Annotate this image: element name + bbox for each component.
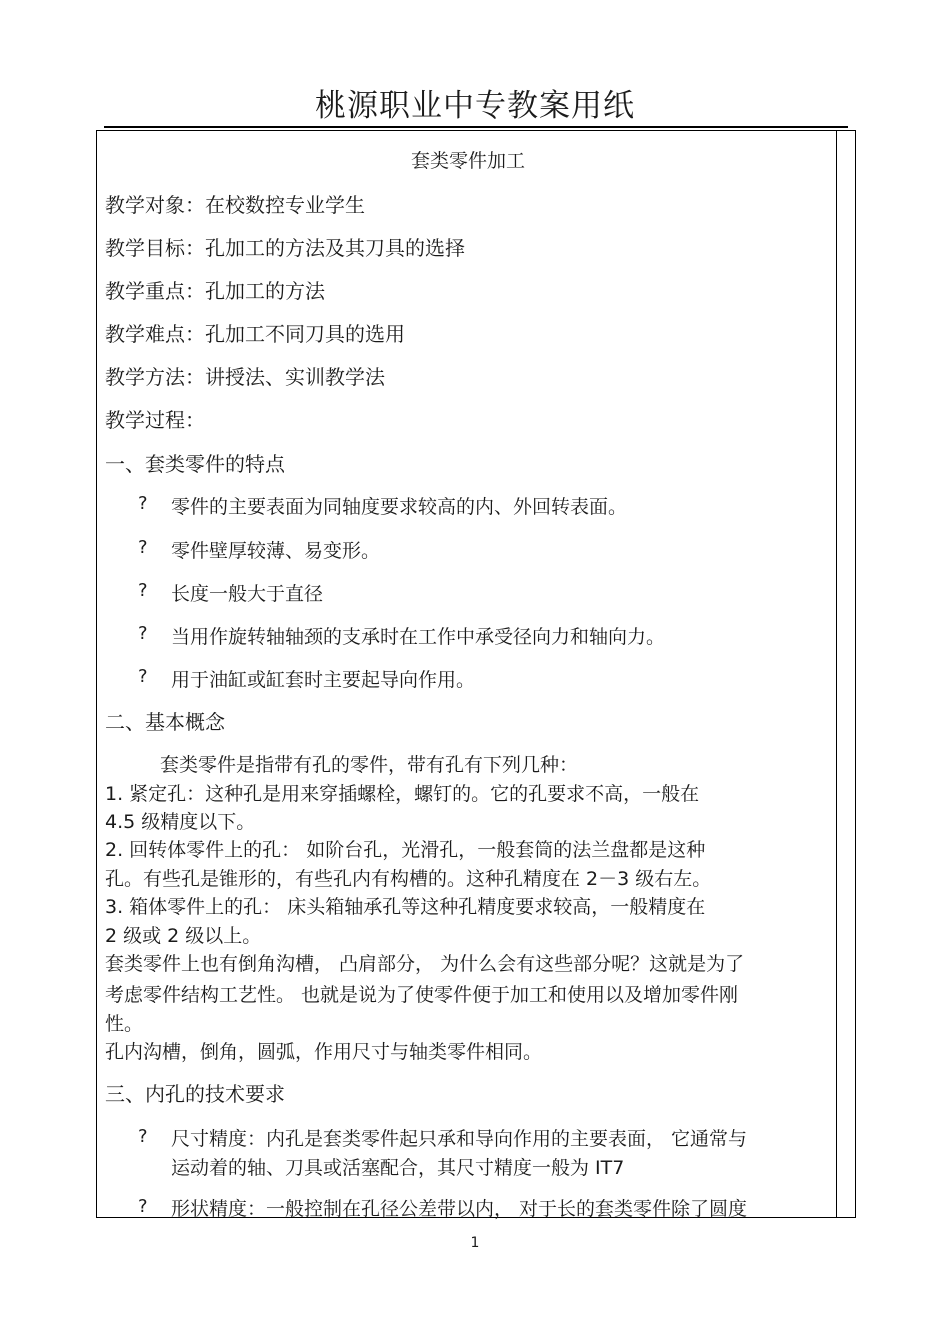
concept-line: 孔内沟槽，倒角，圆弧，作用尺寸与轴类零件相同。 [105, 1041, 543, 1063]
bullet-marker: ? [138, 1126, 148, 1147]
bullet-marker: ? [138, 1196, 148, 1217]
teaching-goal: 教学目标：孔加工的方法及其刀具的选择 [105, 236, 465, 260]
lesson-heading: 套类零件加工 [410, 150, 525, 172]
section-2-heading: 二、基本概念 [105, 710, 225, 734]
concept-line: 套类零件上也有倒角沟槽， 凸肩部分， 为什么会有这些部分呢？这就是为了 [105, 953, 745, 975]
concept-line: 1. 紧定孔：这种孔是用来穿插螺栓，螺钉的。它的孔要求不高，一般在 [105, 783, 700, 805]
feature-item: 零件壁厚较薄、易变形。 [171, 540, 381, 562]
requirement-item-line: 形状精度：一般控制在孔径公差带以内， 对于长的套类零件除了圆度 [171, 1198, 748, 1220]
concept-line: 2 级或 2 级以上。 [105, 925, 262, 947]
requirement-item-line: 运动着的轴、刀具或活塞配合，其尺寸精度一般为 IT7 [171, 1157, 625, 1179]
document-title: 桃源职业中专教案用纸 [315, 88, 635, 124]
bullet-marker: ? [138, 493, 148, 514]
concept-intro: 套类零件是指带有孔的零件，带有孔有下列几种： [160, 754, 579, 776]
concept-line: 孔。有些孔是锥形的，有些孔内有构槽的。这种孔精度在 2－3 级右左。 [105, 868, 712, 890]
bullet-marker: ? [138, 666, 148, 687]
concept-line: 性。 [105, 1013, 144, 1035]
teaching-target: 教学对象：在校数控专业学生 [105, 193, 365, 217]
teaching-process: 教学过程： [105, 408, 205, 432]
page-number: 1 [470, 1235, 480, 1251]
table-top-border [96, 130, 856, 131]
table-left-border [96, 130, 97, 1218]
bullet-marker: ? [138, 623, 148, 644]
section-1-heading: 一、套类零件的特点 [105, 452, 285, 476]
requirement-item-line: 尺寸精度：内孔是套类零件起只承和导向作用的主要表面， 它通常与 [171, 1128, 748, 1150]
table-right-border [855, 130, 856, 1218]
teaching-difficulty: 教学难点：孔加工不同刀具的选用 [105, 322, 405, 346]
teaching-method: 教学方法：讲授法、实训教学法 [105, 365, 385, 389]
feature-item: 用于油缸或缸套时主要起导向作用。 [171, 669, 476, 691]
concept-line: 2. 回转体零件上的孔： 如阶台孔，光滑孔，一般套筒的法兰盘都是这种 [105, 839, 706, 861]
bullet-marker: ? [138, 580, 148, 601]
teaching-key-point: 教学重点：孔加工的方法 [105, 279, 325, 303]
title-rule-thick [104, 126, 848, 128]
bullet-marker: ? [138, 537, 148, 558]
feature-item: 长度一般大于直径 [171, 583, 324, 605]
feature-item: 零件的主要表面为同轴度要求较高的内、外回转表面。 [171, 496, 628, 518]
concept-line: 4.5 级精度以下。 [105, 811, 256, 833]
table-column-divider [836, 130, 837, 1218]
feature-item: 当用作旋转轴轴颈的支承时在工作中承受径向力和轴向力。 [171, 626, 666, 648]
concept-line: 考虑零件结构工艺性。 也就是说为了使零件便于加工和使用以及增加零件刚 [105, 984, 739, 1006]
concept-line: 3. 箱体零件上的孔： 床头箱轴承孔等这种孔精度要求较高，一般精度在 [105, 896, 706, 918]
section-3-heading: 三、内孔的技术要求 [105, 1082, 285, 1106]
